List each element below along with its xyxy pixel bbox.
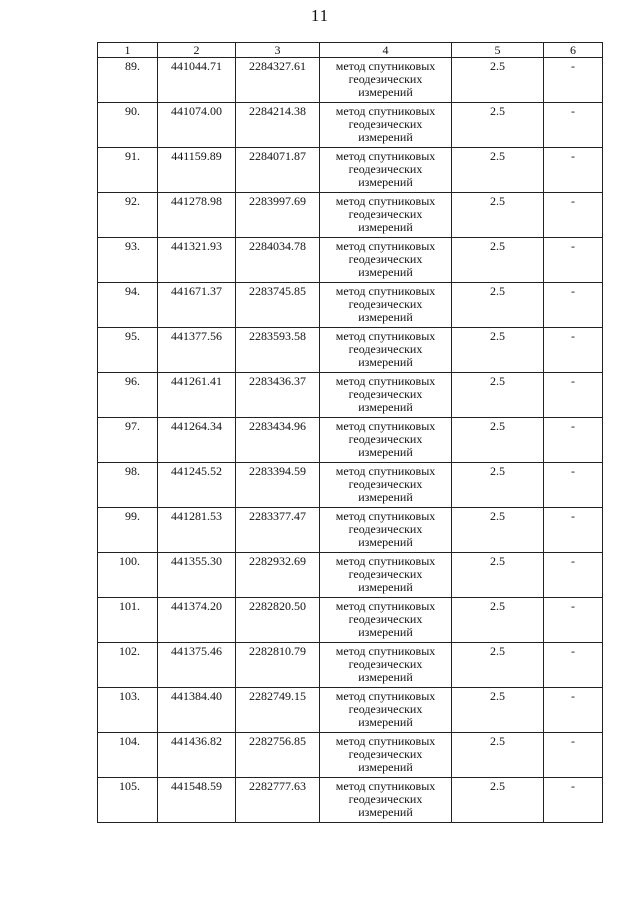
accuracy-cell: 2.5 bbox=[452, 463, 544, 508]
x-coordinate-cell: 441321.93 bbox=[158, 238, 236, 283]
dash-cell: - bbox=[544, 148, 603, 193]
y-coordinate-cell: 2282749.15 bbox=[236, 688, 320, 733]
x-coordinate-cell: 441548.59 bbox=[158, 778, 236, 823]
y-coordinate-cell: 2283593.58 bbox=[236, 328, 320, 373]
point-number-cell: 98. bbox=[98, 463, 158, 508]
dash-cell: - bbox=[544, 598, 603, 643]
table-row bbox=[98, 103, 603, 148]
table-row bbox=[98, 418, 603, 463]
table-row bbox=[98, 643, 603, 688]
dash-cell: - bbox=[544, 193, 603, 238]
method-cell: метод спутниковых геодезических измерений bbox=[320, 553, 452, 598]
table-row bbox=[98, 598, 603, 643]
x-coordinate-cell: 441245.52 bbox=[158, 463, 236, 508]
accuracy-cell: 2.5 bbox=[452, 418, 544, 463]
method-cell: метод спутниковых геодезических измерений bbox=[320, 103, 452, 148]
point-number-cell: 90. bbox=[98, 103, 158, 148]
table-row bbox=[98, 193, 603, 238]
y-coordinate-cell: 2282932.69 bbox=[236, 553, 320, 598]
header-cell-1: 1 bbox=[98, 43, 158, 58]
point-number-cell: 93. bbox=[98, 238, 158, 283]
y-coordinate-cell: 2283394.59 bbox=[236, 463, 320, 508]
x-coordinate-cell: 441377.56 bbox=[158, 328, 236, 373]
point-number-cell: 95. bbox=[98, 328, 158, 373]
method-cell: метод спутниковых геодезических измерений bbox=[320, 58, 452, 103]
header-cell-5: 5 bbox=[452, 43, 544, 58]
accuracy-cell: 2.5 bbox=[452, 508, 544, 553]
dash-cell: - bbox=[544, 643, 603, 688]
accuracy-cell: 2.5 bbox=[452, 193, 544, 238]
method-cell: метод спутниковых геодезических измерений bbox=[320, 328, 452, 373]
point-number-cell: 92. bbox=[98, 193, 158, 238]
accuracy-cell: 2.5 bbox=[452, 733, 544, 778]
accuracy-cell: 2.5 bbox=[452, 553, 544, 598]
point-number-cell: 103. bbox=[98, 688, 158, 733]
x-coordinate-cell: 441278.98 bbox=[158, 193, 236, 238]
dash-cell: - bbox=[544, 688, 603, 733]
dash-cell: - bbox=[544, 103, 603, 148]
accuracy-cell: 2.5 bbox=[452, 598, 544, 643]
point-number-cell: 97. bbox=[98, 418, 158, 463]
accuracy-cell: 2.5 bbox=[452, 148, 544, 193]
y-coordinate-cell: 2284071.87 bbox=[236, 148, 320, 193]
method-cell: метод спутниковых геодезических измерений bbox=[320, 688, 452, 733]
accuracy-cell: 2.5 bbox=[452, 283, 544, 328]
y-coordinate-cell: 2283377.47 bbox=[236, 508, 320, 553]
table-row bbox=[98, 508, 603, 553]
accuracy-cell: 2.5 bbox=[452, 58, 544, 103]
dash-cell: - bbox=[544, 463, 603, 508]
point-number-cell: 105. bbox=[98, 778, 158, 823]
table-row bbox=[98, 688, 603, 733]
method-cell: метод спутниковых геодезических измерений bbox=[320, 463, 452, 508]
accuracy-cell: 2.5 bbox=[452, 373, 544, 418]
method-cell: метод спутниковых геодезических измерений bbox=[320, 283, 452, 328]
point-number-cell: 104. bbox=[98, 733, 158, 778]
x-coordinate-cell: 441159.89 bbox=[158, 148, 236, 193]
point-number-cell: 102. bbox=[98, 643, 158, 688]
y-coordinate-cell: 2282756.85 bbox=[236, 733, 320, 778]
x-coordinate-cell: 441375.46 bbox=[158, 643, 236, 688]
dash-cell: - bbox=[544, 418, 603, 463]
point-number-cell: 89. bbox=[98, 58, 158, 103]
dash-cell: - bbox=[544, 373, 603, 418]
header-cell-6: 6 bbox=[544, 43, 603, 58]
point-number-cell: 94. bbox=[98, 283, 158, 328]
point-number-cell: 99. bbox=[98, 508, 158, 553]
point-number-cell: 100. bbox=[98, 553, 158, 598]
y-coordinate-cell: 2282820.50 bbox=[236, 598, 320, 643]
y-coordinate-cell: 2284214.38 bbox=[236, 103, 320, 148]
x-coordinate-cell: 441355.30 bbox=[158, 553, 236, 598]
table-row bbox=[98, 463, 603, 508]
method-cell: метод спутниковых геодезических измерений bbox=[320, 598, 452, 643]
accuracy-cell: 2.5 bbox=[452, 328, 544, 373]
table-body bbox=[98, 43, 603, 823]
dash-cell: - bbox=[544, 283, 603, 328]
method-cell: метод спутниковых геодезических измерений bbox=[320, 778, 452, 823]
point-number-cell: 91. bbox=[98, 148, 158, 193]
x-coordinate-cell: 441074.00 bbox=[158, 103, 236, 148]
x-coordinate-cell: 441436.82 bbox=[158, 733, 236, 778]
y-coordinate-cell: 2283436.37 bbox=[236, 373, 320, 418]
x-coordinate-cell: 441384.40 bbox=[158, 688, 236, 733]
accuracy-cell: 2.5 bbox=[452, 778, 544, 823]
table-row bbox=[98, 238, 603, 283]
table-header-row bbox=[98, 43, 603, 58]
method-cell: метод спутниковых геодезических измерений bbox=[320, 148, 452, 193]
method-cell: метод спутниковых геодезических измерений bbox=[320, 193, 452, 238]
method-cell: метод спутниковых геодезических измерений bbox=[320, 418, 452, 463]
x-coordinate-cell: 441264.34 bbox=[158, 418, 236, 463]
x-coordinate-cell: 441374.20 bbox=[158, 598, 236, 643]
y-coordinate-cell: 2282777.63 bbox=[236, 778, 320, 823]
table-row bbox=[98, 58, 603, 103]
point-number-cell: 101. bbox=[98, 598, 158, 643]
y-coordinate-cell: 2282810.79 bbox=[236, 643, 320, 688]
header-cell-4: 4 bbox=[320, 43, 452, 58]
method-cell: метод спутниковых геодезических измерений bbox=[320, 373, 452, 418]
y-coordinate-cell: 2283997.69 bbox=[236, 193, 320, 238]
dash-cell: - bbox=[544, 508, 603, 553]
table-row bbox=[98, 328, 603, 373]
table-row bbox=[98, 373, 603, 418]
table-row bbox=[98, 778, 603, 823]
accuracy-cell: 2.5 bbox=[452, 238, 544, 283]
y-coordinate-cell: 2283745.85 bbox=[236, 283, 320, 328]
accuracy-cell: 2.5 bbox=[452, 103, 544, 148]
method-cell: метод спутниковых геодезических измерений bbox=[320, 643, 452, 688]
dash-cell: - bbox=[544, 733, 603, 778]
method-cell: метод спутниковых геодезических измерений bbox=[320, 508, 452, 553]
x-coordinate-cell: 441671.37 bbox=[158, 283, 236, 328]
method-cell: метод спутниковых геодезических измерений bbox=[320, 238, 452, 283]
y-coordinate-cell: 2283434.96 bbox=[236, 418, 320, 463]
y-coordinate-cell: 2284327.61 bbox=[236, 58, 320, 103]
table-row bbox=[98, 733, 603, 778]
dash-cell: - bbox=[544, 778, 603, 823]
table-row bbox=[98, 553, 603, 598]
table-row bbox=[98, 148, 603, 193]
method-cell: метод спутниковых геодезических измерений bbox=[320, 733, 452, 778]
table-row bbox=[98, 283, 603, 328]
header-cell-2: 2 bbox=[158, 43, 236, 58]
accuracy-cell: 2.5 bbox=[452, 688, 544, 733]
y-coordinate-cell: 2284034.78 bbox=[236, 238, 320, 283]
x-coordinate-cell: 441261.41 bbox=[158, 373, 236, 418]
dash-cell: - bbox=[544, 553, 603, 598]
x-coordinate-cell: 441281.53 bbox=[158, 508, 236, 553]
header-cell-3: 3 bbox=[236, 43, 320, 58]
x-coordinate-cell: 441044.71 bbox=[158, 58, 236, 103]
dash-cell: - bbox=[544, 58, 603, 103]
dash-cell: - bbox=[544, 238, 603, 283]
dash-cell: - bbox=[544, 328, 603, 373]
page-number: 11 bbox=[310, 6, 330, 25]
accuracy-cell: 2.5 bbox=[452, 643, 544, 688]
coordinates-table bbox=[97, 42, 603, 823]
point-number-cell: 96. bbox=[98, 373, 158, 418]
